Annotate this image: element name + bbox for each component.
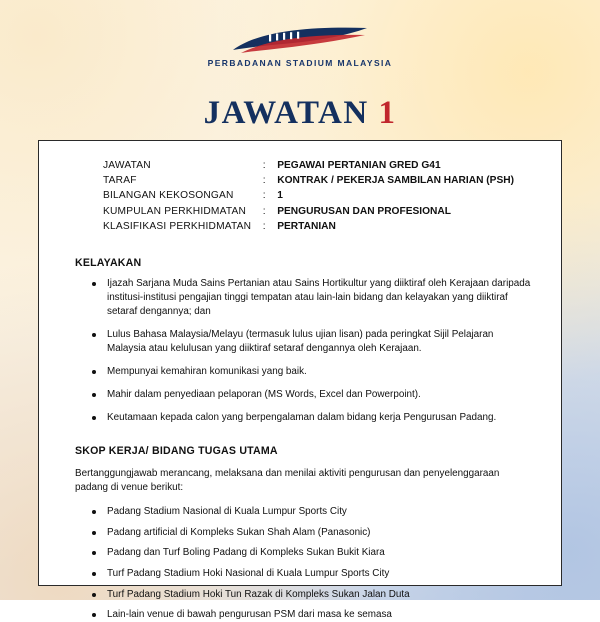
list-item: Keutamaan kepada calon yang berpengalaman dalam bidang kerja Pengurusan Padang. bbox=[91, 411, 531, 425]
job-details-card bbox=[38, 140, 562, 621]
meta-separator: : bbox=[262, 190, 266, 202]
list-item: Padang Stadium Nasional di Kuala Lumpur Sports City bbox=[91, 505, 531, 519]
stadium-swoosh-logo-icon bbox=[225, 26, 375, 56]
meta-label: BILANGAN KEKOSONGAN bbox=[103, 190, 234, 202]
list-item: Padang dan Turf Boling Padang di Kompleks Sukan Bukit Kiara bbox=[91, 546, 531, 560]
scope-list bbox=[91, 505, 531, 622]
meta-label: TARAF bbox=[103, 175, 137, 187]
table-row bbox=[103, 220, 514, 235]
list-item: Padang artificial di Kompleks Sukan Shah Alam (Panasonic) bbox=[91, 526, 531, 540]
list-item: Mahir dalam penyediaan pelaporan (MS Words, Excel dan Powerpoint). bbox=[91, 388, 531, 402]
qualifications-heading: KELAYAKAN bbox=[75, 256, 142, 269]
table-row bbox=[103, 159, 514, 174]
meta-separator: : bbox=[262, 220, 266, 232]
list-item: Ijazah Sarjana Muda Sains Pertanian atau Sains Hortikultur yang diiktiraf oleh Kerajaan daripada institusi-institusi pengajian tinggi tempatan atau lain-lain bidang dan kelayakan yang diiktiraf setaraf dengannya; dan bbox=[91, 277, 531, 319]
scope-heading: SKOP KERJA/ BIDANG TUGAS UTAMA bbox=[75, 445, 278, 458]
list-item: Turf Padang Stadium Hoki Nasional di Kuala Lumpur Sports City bbox=[91, 567, 531, 581]
meta-value: 1 bbox=[277, 190, 283, 202]
organisation-name: PERBADANAN STADIUM MALAYSIA bbox=[207, 58, 393, 68]
meta-value: PEGAWAI PERTANIAN GRED G41 bbox=[277, 160, 441, 172]
meta-label: KUMPULAN PERKHIDMATAN bbox=[103, 205, 247, 217]
page-title-text: JAWATAN bbox=[203, 95, 369, 131]
logo-area bbox=[0, 26, 600, 68]
list-item: Mempunyai kemahiran komunikasi yang baik. bbox=[91, 365, 531, 379]
scope-intro: Bertanggungjawab merancang, melaksana dan menilai aktiviti pengurusan dan penyelenggaraan padang di venue berikut: bbox=[75, 468, 500, 494]
meta-separator: : bbox=[262, 205, 266, 217]
meta-value: PENGURUSAN DAN PROFESIONAL bbox=[277, 205, 451, 217]
job-meta-table bbox=[103, 159, 514, 235]
meta-separator: : bbox=[262, 175, 266, 187]
list-item: Lulus Bahasa Malaysia/Melayu (termasuk lulus ujian lisan) pada peringkat Sijil Pelajaran Malaysia atau kelulusan yang diiktiraf setaraf dengannya oleh Kerajaan. bbox=[91, 328, 531, 356]
meta-label: JAWATAN bbox=[103, 160, 151, 172]
meta-label: KLASIFIKASI PERKHIDMATAN bbox=[103, 220, 252, 232]
meta-separator: : bbox=[262, 160, 266, 172]
list-item: Turf Padang Stadium Hoki Tun Razak di Kompleks Sukan Jalan Duta bbox=[91, 588, 531, 602]
table-row bbox=[103, 189, 514, 204]
page-title-number: 1 bbox=[378, 95, 397, 131]
list-item: Lain-lain venue di bawah pengurusan PSM dari masa ke semasa bbox=[91, 608, 531, 622]
page-title bbox=[0, 95, 600, 132]
table-row bbox=[103, 174, 514, 189]
qualifications-list bbox=[91, 277, 531, 426]
meta-value: PERTANIAN bbox=[277, 220, 336, 232]
meta-value: KONTRAK / PEKERJA SAMBILAN HARIAN (PSH) bbox=[277, 175, 514, 187]
table-row bbox=[103, 204, 514, 219]
